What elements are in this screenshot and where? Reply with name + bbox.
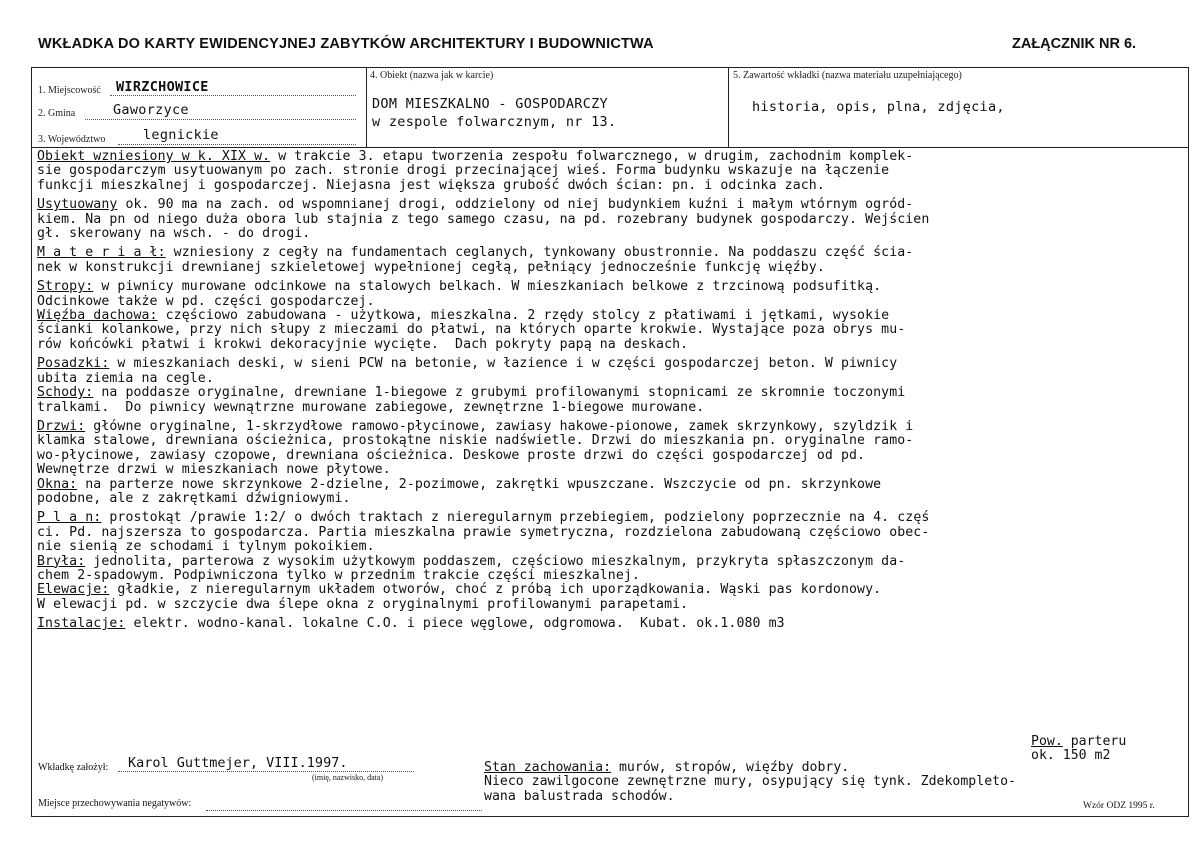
- section-material: [37, 246, 1187, 275]
- locality-label: 1. Miejscowość: [38, 85, 101, 96]
- section-object: [37, 150, 1187, 193]
- section-head: Stropy:: [37, 279, 94, 295]
- author-value: Karol Guttmejer, VIII.1997.: [128, 755, 348, 771]
- voivodeship-label: 3. Województwo: [38, 134, 106, 145]
- section-windows: [37, 478, 1187, 507]
- commune-dots: [85, 119, 356, 120]
- section-location: [37, 198, 1187, 241]
- section-text: w piwnicy murowane odcinkowe na stalowych belkach. W mieszkaniach belkowe z trzcinową podsufitką. Odcinkowe także w pd. części gospodarczej.: [37, 279, 882, 309]
- section-text: w trakcie 3. etapu tworzenia zespołu folwarcznego, w drugim, zachodnim komplek- sie gospodarczym usytuowanym po zach. stronie drogi przecinającej wieś. Forma budynku wskazuje na łączenie funkcji mieszkalnej i gospodarczej. Niejasna jest większa grubość dwóch ścian: pn. i odcinka zach.: [37, 149, 914, 193]
- section-head: Usytuowany: [37, 197, 118, 213]
- description-body: [37, 150, 1187, 632]
- condition-head: Stan zachowania:: [484, 760, 612, 775]
- section-head: Obiekt wzniesiony w k. XIX w.: [37, 149, 271, 164]
- section-text: częściowo zabudowana - użytkowa, mieszkalna. 2 rzędy stolcy z płatiwami i jętkami, wysokie ścianki kolankowe, przy nich słupy z mieczami do płatwi, na których oparte krokwie. Wystające poza obrys mu- rów końcówki płatwi i krokwi dekoracyjnie wycięte. Dach pokryty papą na deskach.: [37, 308, 906, 352]
- section-head: Schody:: [37, 385, 94, 401]
- section-head: Elewacje:: [37, 582, 110, 598]
- meta-divider-1: [366, 67, 367, 148]
- section-text: wzniesiony z cegły na fundamentach ceglanych, tynkowany obustronnie. Na poddaszu część ścia- nek w konstrukcji drewnianej szkieletowej wypełnionej cegłą, pełniący jednocześnie funkcję więźby.: [37, 245, 914, 275]
- condition-line2: Nieco zawilgocone zewnętrzne mury, osypujący się tynk. Zdekompleto-: [484, 774, 1016, 790]
- commune-value: Gaworzyce: [113, 102, 189, 118]
- condition-block: [484, 761, 1016, 804]
- section-doors: [37, 420, 1187, 478]
- section-text: w mieszkaniach deski, w sieni PCW na betonie, w łazience i w części gospodarczej beton. W piwnicy ubita ziemia na cegle.: [37, 356, 898, 386]
- section-head: Instalacje:: [37, 616, 126, 632]
- condition-line3: wana balustrada schodów.: [484, 788, 675, 804]
- area-text1: parteru: [1062, 734, 1127, 749]
- section-head: Bryła:: [37, 553, 86, 569]
- section-elevations: [37, 583, 1187, 612]
- section-text: jednolita, parterowa z wysokim użytkowym poddaszem, częściowo mieszkalnym, przykryta spłaszczonym da- chem 2-spadowym. Podpiwniczona tylko w przednim trakcie części mieszkalnej.: [37, 553, 906, 583]
- author-caption: (imię, nazwisko, data): [312, 773, 384, 782]
- form-code: Wzór ODZ 1995 r.: [1083, 801, 1155, 811]
- object-value-line1: DOM MIESZKALNO - GOSPODARCZY: [372, 96, 608, 112]
- voivodeship-dots: [118, 144, 356, 145]
- section-plan: [37, 511, 1187, 554]
- section-text: elektr. wodno-kanal. lokalne C.O. i piece węglowe, odgromowa. Kubat. ok.1.080 m3: [125, 616, 785, 632]
- section-text: główne oryginalne, 1-skrzydłowe ramowo-płycinowe, zawiasy hakowe-pionowe, zamek skrzynkowy, szyldzik i klamka stalowe, drewniana ościeżnica, prostokątne niskie nadświetle. Drzwi do mieszkania pn. oryginalne ramo- wo-płycinowe, zawiasy czopowe, drewniana ościeżnica. Deskowe proste drzwi do części gospodarczej od pd. Wewnętrze drzwi w mieszkaniach nowe płytowe.: [37, 418, 914, 478]
- section-text: na parterze nowe skrzynkowe 2-dzielne, 2-pozimowe, zakrętki wpuszczane. Wszczycie od pn. skrzynkowe podobne, ale z zakrętkami dźwigniowymi.: [37, 476, 882, 506]
- condition-line1: murów, stropów, więźby dobry.: [611, 760, 850, 775]
- section-text: gładkie, z nieregularnym układem otworów, choć z próbą ich uporządkowania. Wąski pas kordonowy. W elewacji pd. w szczycie dwa ślepe okna z oryginalnymi profilowanymi parapetami.: [37, 582, 882, 612]
- section-head: Więźba dachowa:: [37, 308, 158, 324]
- object-value-line2: w zespole folwarcznym, nr 13.: [372, 114, 617, 130]
- author-dots: [118, 771, 414, 772]
- voivodeship-value: legnickie: [143, 127, 219, 143]
- locality-value: WIRZCHOWICE: [116, 79, 209, 95]
- section-ceilings: [37, 280, 1187, 309]
- form-title: WKŁADKA DO KARTY EWIDENCYJNEJ ZABYTKÓW ARCHITEKTURY I BUDOWNICTWA: [38, 36, 654, 52]
- commune-label: 2. Gmina: [38, 108, 76, 119]
- area-head: Pow.: [1031, 734, 1063, 749]
- section-floors: [37, 357, 1187, 386]
- attachment-number: ZAŁĄCZNIK NR 6.: [1012, 36, 1137, 52]
- section-head: Drzwi:: [37, 418, 86, 434]
- section-head: Posadzki:: [37, 356, 110, 372]
- meta-divider-2: [728, 67, 729, 148]
- section-head: Okna:: [37, 476, 78, 492]
- section-massing: [37, 555, 1187, 584]
- section-head: P l a n:: [37, 510, 102, 526]
- object-label: 4. Obiekt (nazwa jak w karcie): [370, 70, 494, 81]
- area-block: [1031, 735, 1126, 764]
- content-value: historia, opis, plna, zdjęcia,: [752, 99, 1005, 115]
- section-text: prostokąt /prawie 1:2/ o dwóch traktach z nieregularnym przebiegiem, podzielony poprzecznie na 4. częś ci. Pd. najszersza to gospodarcza. Partia mieszkalna prawie symetryczna, rozdzielona zabudowaną częściowo obec- nie sienią ze schodami i tylnym pokoikiem.: [37, 510, 930, 555]
- section-roof-truss: [37, 309, 1187, 352]
- section-installations: [37, 617, 1187, 631]
- section-text: na poddasze oryginalne, drewniane 1-biegowe z grubymi profilowanymi stopnicami ze skromnie toczonymi tralkami. Do piwnicy wewnątrzne murowane zabiegowe, zewnętrzne 1-biegowe murowane.: [37, 385, 906, 415]
- section-head: M a t e r i a ł:: [37, 245, 166, 261]
- section-text: ok. 90 ma na zach. od wspomnianej drogi, oddzielony od niej budynkiem kuźni i małym wtórnym ogród- kiem. Na pn od niego duża obora lub stajnia z tego samego czasu, na pd. rozebrany budynek gospodarczy. Wejścien gł. skerowany na wsch. - do drogi.: [37, 197, 930, 242]
- negatives-storage-label: Miejsce przechowywania negatywów:: [38, 798, 192, 809]
- locality-dots: [110, 95, 356, 96]
- area-text2: ok. 150 m2: [1031, 748, 1111, 764]
- section-stairs: [37, 386, 1187, 415]
- negatives-storage-dots: [206, 810, 482, 811]
- content-label: 5. Zawartość wkładki (nazwa materiału uzupełniającego): [733, 70, 962, 81]
- author-label: Wkładkę założył:: [38, 762, 109, 773]
